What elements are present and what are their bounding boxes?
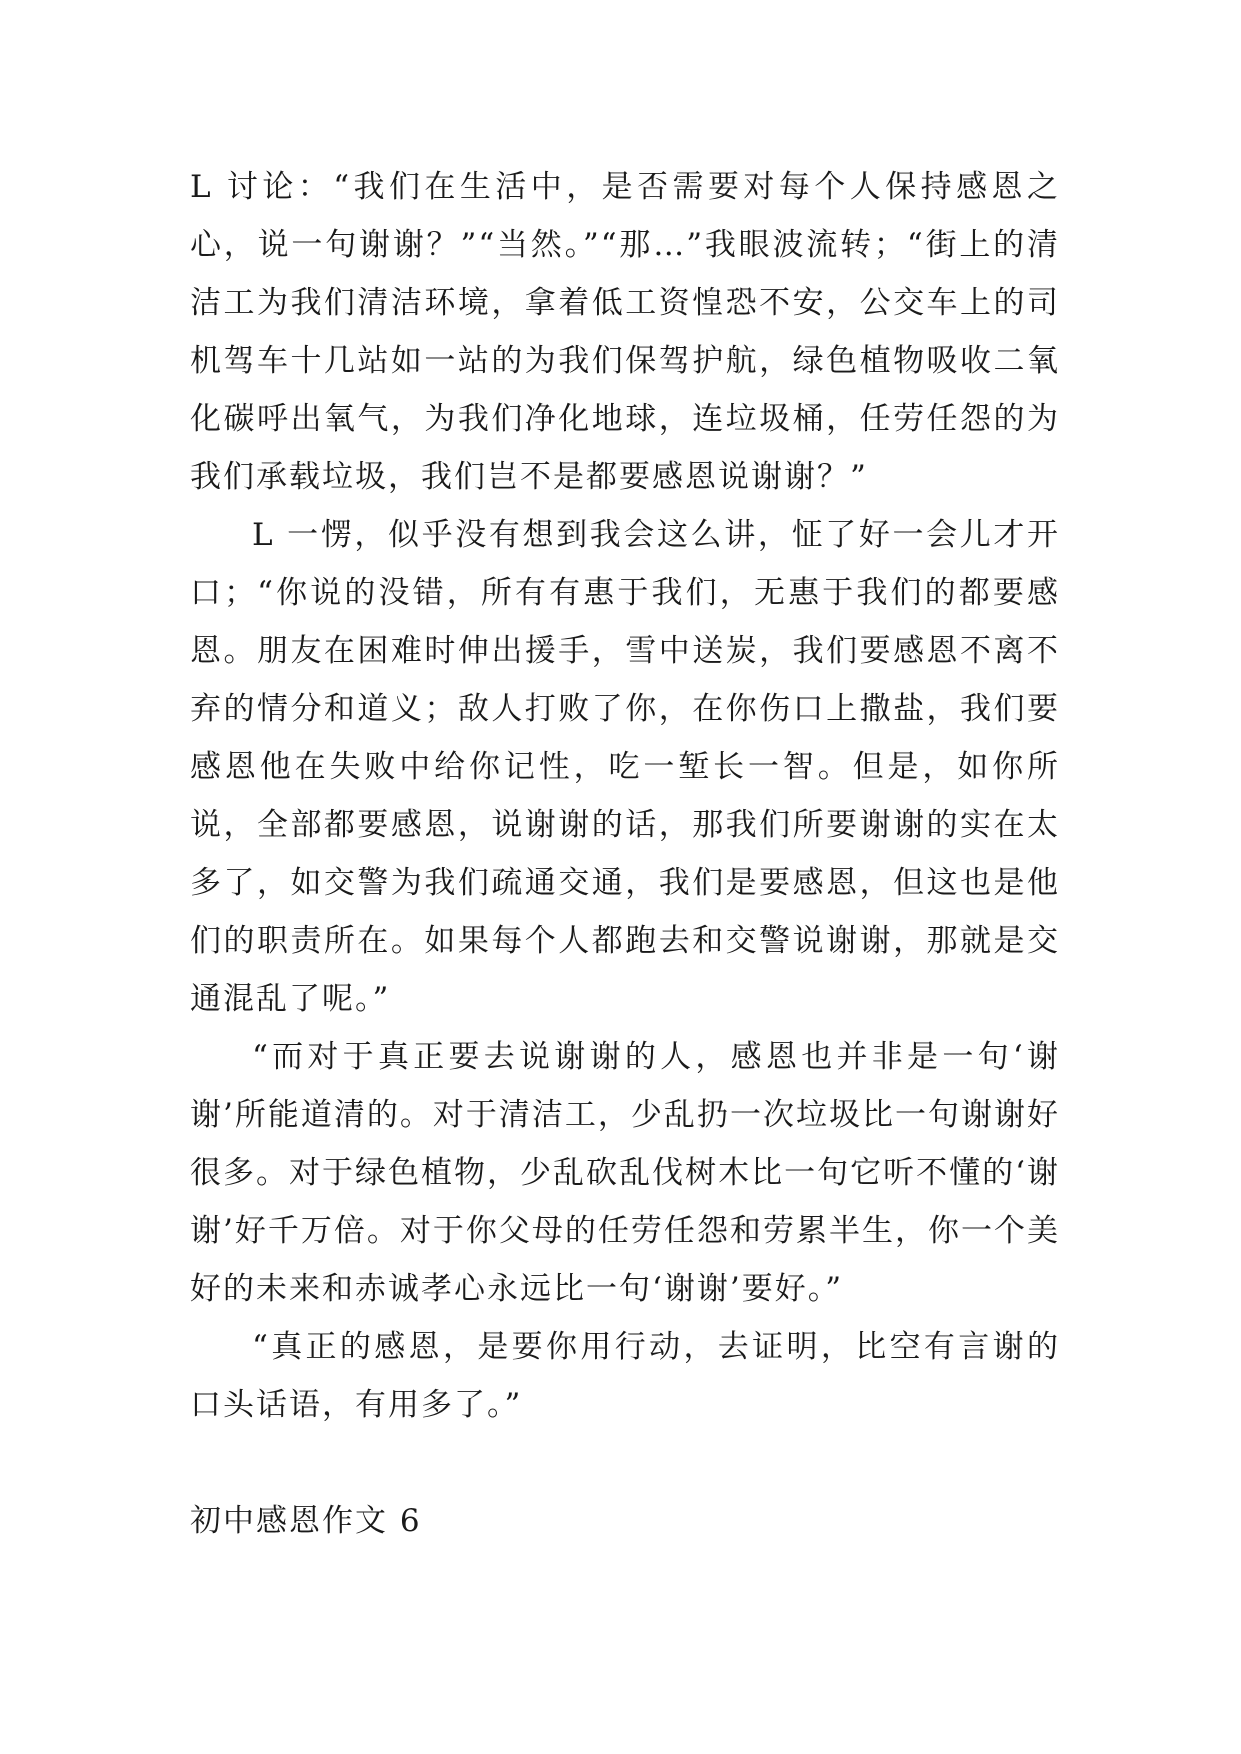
paragraph-2: L 一愣，似乎没有想到我会这么讲，怔了好一会儿才开口；“你说的没错，所有有惠于我们，无惠于我们的都要感恩。朋友在困难时伸出援手，雪中送炭，我们要感恩不离不弃的情分和道义；敌人打败了你，在你伤口上撒盐，我们要感恩他在失败中给你记性，吃一堑长一智。但是，如你所说，全部都要感恩，说谢谢的话，那我们所要谢谢的实在太多了，如交警为我们疏通交通，我们是要感恩，但这也是他们的职责所在。如果每个人都跑去和交警说谢谢，那就是交通混乱了呢。”	[190, 517, 1060, 1017]
document-body	[190, 158, 1060, 1550]
paragraph-4: “真正的感恩，是要你用行动，去证明，比空有言谢的口头话语，有用多了。”	[190, 1329, 1060, 1423]
paragraph-1: L 讨论：“我们在生活中，是否需要对每个人保持感恩之心，说一句谢谢？”“当然。”“那…”我眼波流转；“街上的清洁工为我们清洁环境，拿着低工资惶恐不安，公交车上的司机驾车十几站如一站的为我们保驾护航，绿色植物吸收二氧化碳呼出氧气，为我们净化地球，连垃圾桶，任劳任怨的为我们承载垃圾，我们岂不是都要感恩说谢谢？”	[190, 169, 1060, 495]
paragraph-3: “而对于真正要去说谢谢的人，感恩也并非是一句‘谢谢’所能道清的。对于清洁工，少乱扔一次垃圾比一句谢谢好很多。对于绿色植物，少乱砍乱伐树木比一句它听不懂的‘谢谢’好千万倍。对于你父母的任劳任怨和劳累半生，你一个美好的未来和赤诚孝心永远比一句‘谢谢’要好。”	[190, 1039, 1060, 1307]
section-gap	[190, 1434, 1060, 1492]
section-heading: 初中感恩作文 6	[190, 1503, 422, 1539]
